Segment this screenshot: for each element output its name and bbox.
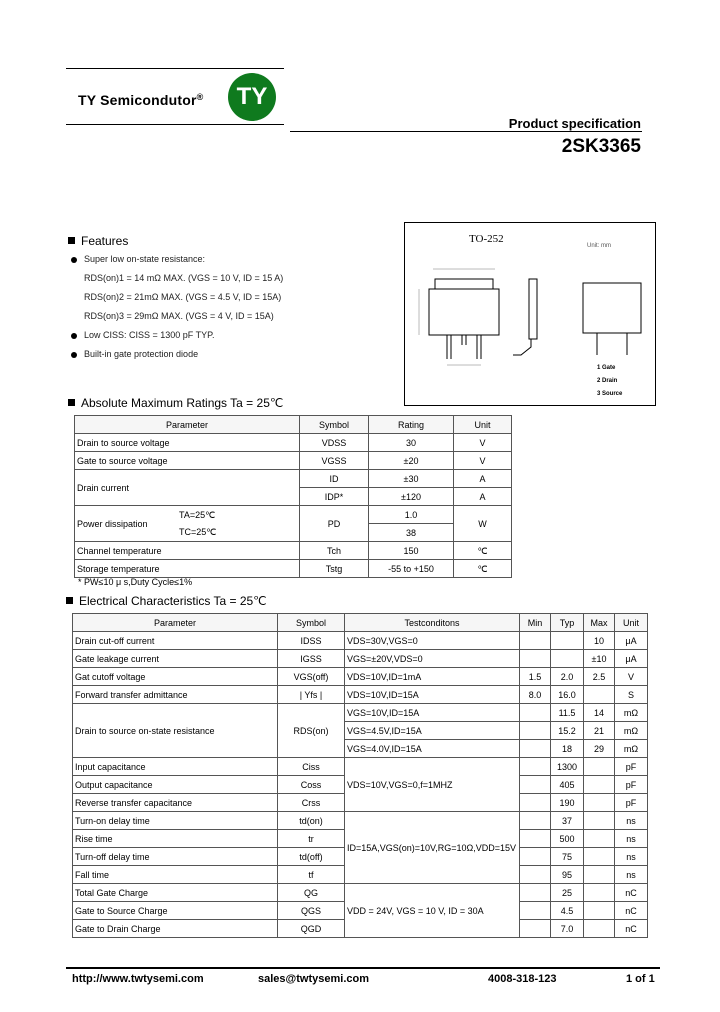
table-row: Input capacitance Ciss VDS=10V,VGS=0,f=1MHZ 1300 pF xyxy=(73,758,648,776)
pin-label: 2 Drain xyxy=(597,378,618,384)
spec-rule xyxy=(290,131,642,132)
footer-phone: 4008-318-123 xyxy=(488,973,557,985)
table-row: Turn-off delay time td(off) 75 ns xyxy=(73,848,648,866)
table-row: Reverse transfer capacitance Crss 190 pF xyxy=(73,794,648,812)
col-header: Unit xyxy=(454,416,512,434)
table-row: Drain current ID ±30 A xyxy=(75,470,512,488)
feature-item: Built-in gate protection diode xyxy=(84,349,199,359)
footer-email-link[interactable]: sales@twtysemi.com xyxy=(258,973,369,985)
feature-item: Low CISS: CISS = 1300 pF TYP. xyxy=(84,330,215,340)
bullet-icon xyxy=(71,352,77,358)
bullet-icon xyxy=(71,257,77,263)
package-name: TO-252 xyxy=(469,233,504,245)
header-bottom-rule xyxy=(66,124,284,125)
abs-max-heading: Absolute Maximum Ratings Ta = 25℃ xyxy=(68,396,283,410)
package-units: Unit: mm xyxy=(587,243,611,249)
elec-table xyxy=(72,613,648,938)
table-row: 38 xyxy=(75,524,512,542)
table-row: IDP* ±120 A xyxy=(75,488,512,506)
col-header: Max xyxy=(584,614,615,632)
table-row: Output capacitance Coss 405 pF xyxy=(73,776,648,794)
table-row: Power dissipation TA=25℃ TC=25℃ PD 1.0 W xyxy=(75,506,512,524)
package-drawing-box xyxy=(404,222,656,406)
elec-heading: Electrical Characteristics Ta = 25℃ xyxy=(66,594,267,608)
table-row: Fall time tf 95 ns xyxy=(73,866,648,884)
col-header: Parameter xyxy=(73,614,278,632)
col-header: Symbol xyxy=(300,416,369,434)
footer-rule xyxy=(66,967,660,969)
table-row: Drain to source on-state resistance RDS(on) VGS=10V,ID=15A 11.5 14 mΩ xyxy=(73,704,648,722)
table-row: Rise time tr 500 ns xyxy=(73,830,648,848)
bullet-icon xyxy=(71,333,77,339)
table-row: Gate to Drain Charge QGD 7.0 nC xyxy=(73,920,648,938)
table-row: Drain to source voltage VDSS 30 V xyxy=(75,434,512,452)
table-row: Total Gate Charge QG VDD = 24V, VGS = 10 V, ID = 30A 25 nC xyxy=(73,884,648,902)
product-spec-label: Product specification xyxy=(508,116,641,131)
table-row: Gate to Source Charge QGS 4.5 nC xyxy=(73,902,648,920)
feature-item: Super low on-state resistance: xyxy=(84,254,206,264)
table-row: VGS=4.5V,ID=15A 15.2 21 mΩ xyxy=(73,722,648,740)
package-outline-icon xyxy=(413,251,649,371)
features-heading: Features xyxy=(68,234,128,248)
pin-label: 1 Gate xyxy=(597,365,616,371)
header-top-rule xyxy=(66,68,284,69)
table-row: Storage temperature Tstg -55 to +150 ℃ xyxy=(75,560,512,578)
feature-item: RDS(on)2 = 21mΩ MAX. (VGS = 4.5 V, ID = 15A) xyxy=(84,292,282,302)
table-row: Channel temperature Tch 150 ℃ xyxy=(75,542,512,560)
table-row: Gate to source voltage VGSS ±20 V xyxy=(75,452,512,470)
col-header: Min xyxy=(520,614,551,632)
brand-logo: TY xyxy=(228,73,276,121)
abs-max-table xyxy=(74,415,512,578)
table-row: Gat cutoff voltage VGS(off) VDS=10V,ID=1mA 1.5 2.0 2.5 V xyxy=(73,668,648,686)
table-row: Turn-on delay time td(on) ID=15A,VGS(on)=10V,RG=10Ω,VDD=15V 37 ns xyxy=(73,812,648,830)
part-number: 2SK3365 xyxy=(561,136,641,157)
col-header: Symbol xyxy=(278,614,345,632)
footer-url-link[interactable]: http://www.twtysemi.com xyxy=(72,973,204,985)
abs-max-note: * PW≤10 μ s,Duty Cycle≤1% xyxy=(78,577,193,587)
table-row: VGS=4.0V,ID=15A 18 29 mΩ xyxy=(73,740,648,758)
col-header: Unit xyxy=(615,614,648,632)
pin-label: 3 Source xyxy=(597,391,623,397)
feature-item: RDS(on)1 = 14 mΩ MAX. (VGS = 10 V, ID = 15 A) xyxy=(84,273,284,283)
col-header: Rating xyxy=(369,416,454,434)
col-header: Typ xyxy=(551,614,584,632)
table-row: Forward transfer admittance | Yfs | VDS=10V,ID=15A 8.0 16.0 S xyxy=(73,686,648,704)
page-number: 1 of 1 xyxy=(626,973,655,985)
table-row: Gate leakage current IGSS VGS=±20V,VDS=0 ±10 μA xyxy=(73,650,648,668)
feature-item: RDS(on)3 = 29mΩ MAX. (VGS = 4 V, ID = 15A) xyxy=(84,311,274,321)
col-header: Testconditons xyxy=(345,614,520,632)
table-row: Drain cut-off current IDSS VDS=30V,VGS=0 10 μA xyxy=(73,632,648,650)
col-header: Parameter xyxy=(75,416,300,434)
brand-name: TY Semicondutor® xyxy=(78,92,204,108)
